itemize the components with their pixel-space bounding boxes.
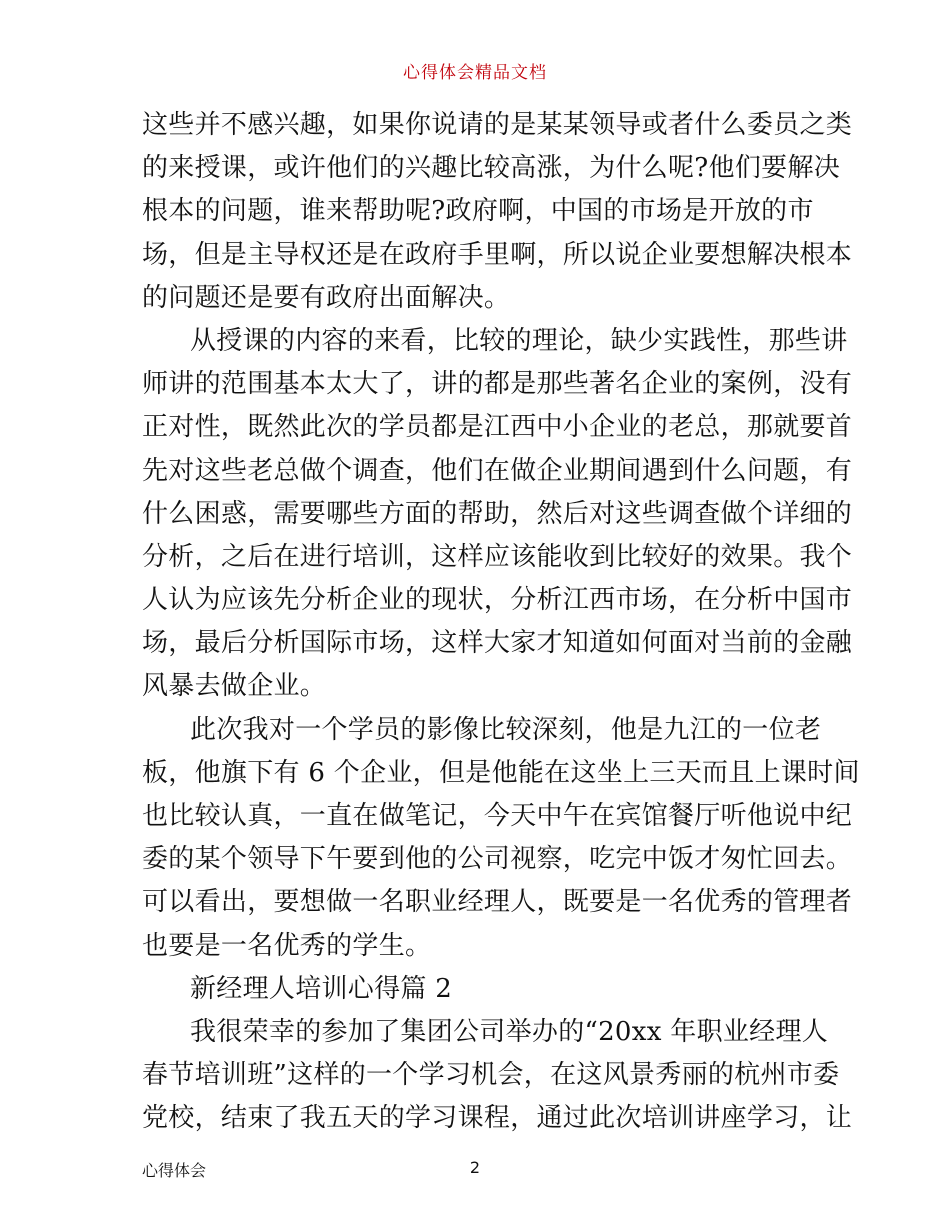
text-line: 板，他旗下有 6 个企业，但是他能在这坐上三天而且上课时间 xyxy=(142,757,860,788)
paragraph-start-line: 我很荣幸的参加了集团公司举办的“20xx 年职业经理人 xyxy=(190,1016,829,1047)
text-line: 可以看出，要想做一名职业经理人，既要是一名优秀的管理者 xyxy=(142,887,853,918)
footer-label: 心得体会 xyxy=(142,1161,207,1180)
page-number: 2 xyxy=(469,1158,481,1177)
text-line: 正对性，既然此次的学员都是江西中小企业的老总，那就要首 xyxy=(142,412,853,443)
text-line: 人认为应该先分析企业的现状，分析江西市场，在分析中国市 xyxy=(142,585,853,616)
text-line: 场，最后分析国际市场，这样大家才知道如何面对当前的金融 xyxy=(142,628,853,659)
paragraph-start-line: 从授课的内容的来看，比较的理论，缺少实践性，那些讲 xyxy=(190,325,848,356)
document-body xyxy=(142,104,860,1141)
text-line: 的问题还是要有政府出面解决。 xyxy=(142,282,511,313)
section-heading: 新经理人培训心得篇 2 xyxy=(190,973,453,1004)
text-line: 这些并不感兴趣，如果你说请的是某某领导或者什么委员之类 xyxy=(142,110,853,140)
text-line: 先对这些老总做个调查，他们在做企业期间遇到什么问题，有 xyxy=(142,455,853,486)
text-line: 也比较认真，一直在做笔记，今天中午在宾馆餐厅听他说中纪 xyxy=(142,801,853,831)
text-line: 党校，结束了我五天的学习课程，通过此次培训讲座学习，让 xyxy=(142,1103,853,1134)
text-line: 风暴去做企业。 xyxy=(142,671,327,702)
text-line: 分析，之后在进行培训，这样应该能收到比较好的效果。我个 xyxy=(142,541,853,572)
text-line: 也要是一名优秀的学生。 xyxy=(142,930,432,961)
text-line: 的来授课，或许他们的兴趣比较高涨，为什么呢?他们要解决 xyxy=(142,153,841,184)
text-line: 春节培训班”这样的一个学习机会，在这风景秀丽的杭州市委 xyxy=(142,1060,840,1091)
paragraph-start-line: 此次我对一个学员的影像比较深刻，他是九江的一位老 xyxy=(190,714,822,745)
text-line: 场，但是主导权还是在政府手里啊，所以说企业要想解决根本 xyxy=(142,239,853,270)
text-line: 委的某个领导下午要到他的公司视察，吃完中饭才匆忙回去。 xyxy=(142,844,853,875)
page-header-title: 心得体会精品文档 xyxy=(403,63,547,83)
text-line: 根本的问题，谁来帮助呢?政府啊，中国的市场是开放的市 xyxy=(142,196,814,227)
text-line: 什么困惑，需要哪些方面的帮助，然后对这些调查做个详细的 xyxy=(142,498,853,529)
text-line: 师讲的范围基本太大了，讲的都是那些著名企业的案例，没有 xyxy=(142,369,853,400)
